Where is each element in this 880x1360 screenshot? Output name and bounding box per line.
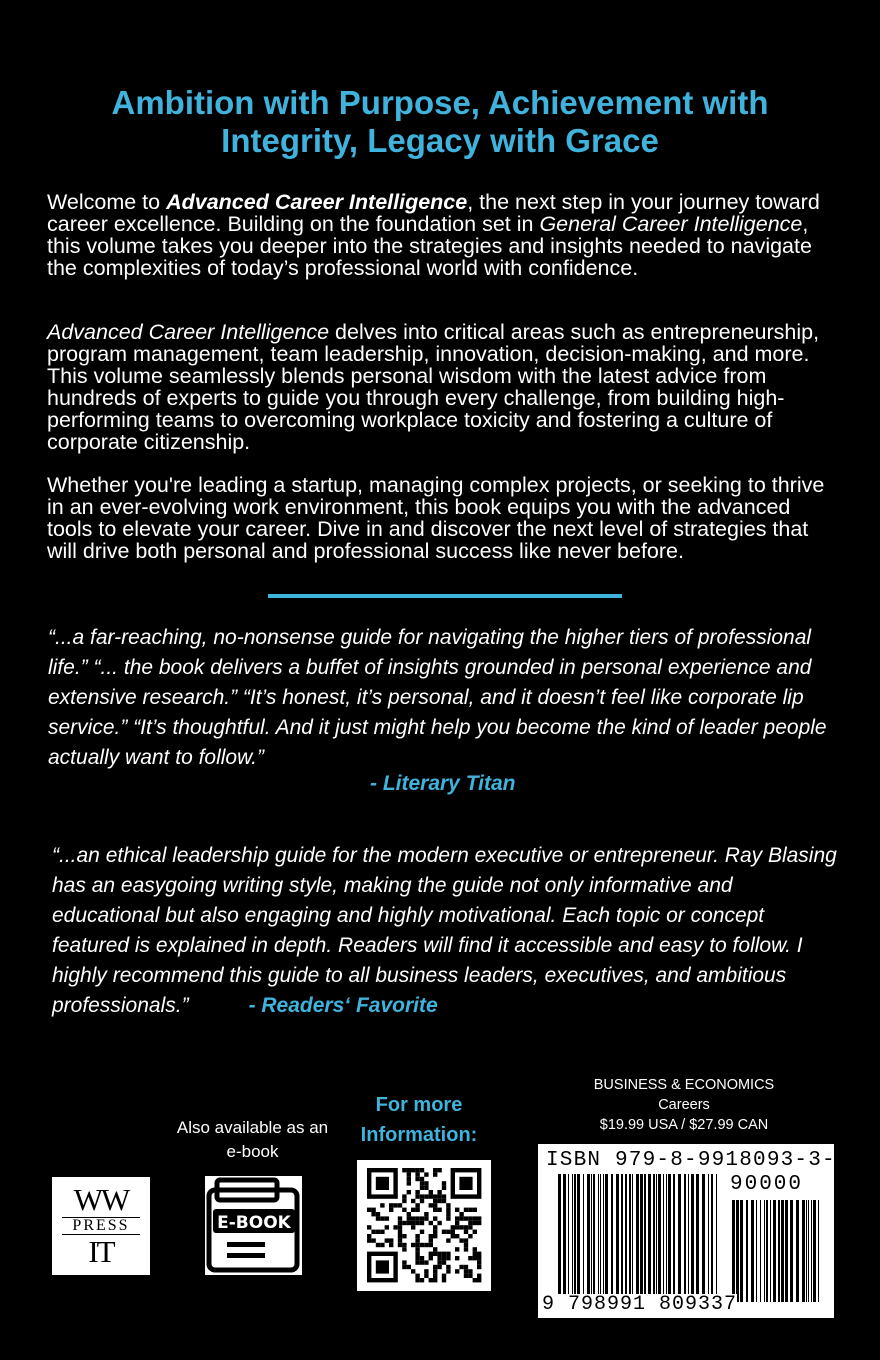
logo-line-3: IT <box>88 1234 114 1269</box>
publisher-logo <box>52 1177 150 1275</box>
text: delves into critical areas such as entrepreneurship, program management, team leadership, innovation, decision-making, and more. This volume seamlessly blends personal wisdom with the latest advice from hundreds of experts to guide you through every challenge, from building high-performing teams to overcoming workplace toxicity and fostering a culture of corporate citizenship. <box>47 320 820 454</box>
review-quote-2 <box>52 841 842 1021</box>
blurb-paragraph-2 <box>47 321 837 453</box>
review-source-2: - Readers‘ Favorite <box>248 994 438 1017</box>
review-text: “...a far-reaching, no-nonsense guide for navigating the higher tiers of professional life.” “... the book delivers a buffet of insights grounded in personal experience and extensive research.” “It’s honest, it’s personal, and it doesn’t feel like corporate lip service.” “It’s thoughtful. And it just might help you become the kind of leader people actually want to follow.” <box>48 626 827 769</box>
logo-line-2: PRESS <box>62 1217 140 1235</box>
category-block <box>560 1075 808 1135</box>
qr-code[interactable] <box>357 1160 491 1291</box>
logo-line-1: WW <box>73 1182 129 1217</box>
ebook-label: E-BOOK <box>217 1213 291 1233</box>
more-info-label: For more Information: <box>360 1094 478 1146</box>
prev-book-title: General Career Intelligence <box>539 212 803 236</box>
barcode-number: 9 798991 809337 <box>542 1293 738 1316</box>
blurb-paragraph-1 <box>47 191 837 279</box>
divider <box>268 594 622 598</box>
price-code: 90000 <box>730 1173 804 1196</box>
ebook-icon <box>205 1176 302 1275</box>
price: $19.99 USA / $27.99 CAN <box>599 1117 769 1133</box>
isbn-barcode <box>538 1144 850 1318</box>
ebook-availability-note: Also available as an e-book <box>176 1118 329 1161</box>
blurb-paragraph-3: Whether you're leading a startup, managing complex projects, or seeking to thrive in an ever-evolving work environment, this book equips you with the advanced tools to elevate your career. Dive in and discover the next level of strategies that will drive both personal and professional success like never before. <box>47 473 825 563</box>
text: , this volume takes you deeper into the strategies and insights needed to navigate the complexities of today’s professional world with confidence. <box>47 212 812 280</box>
review-text: “...an ethical leadership guide for the modern executive or entrepreneur. Ray Blasing has an easygoing writing style, making the guide not only informative and educational but also engaging and highly motivational. Each topic or concept featured is explained in depth. Readers will find it accessible and easy to follow. I highly recommend this guide to all business leaders, executives, and ambitious professionals.” <box>52 844 837 1017</box>
book-title: Advanced Career Intelligence <box>166 190 468 214</box>
text: , the next step in your journey toward career excellence. Building on the foundation set in <box>47 190 820 236</box>
text: Welcome to <box>47 190 167 214</box>
category: BUSINESS & ECONOMICS <box>593 1077 775 1093</box>
book-title: Advanced Career Intelligence <box>47 320 330 344</box>
review-source-1: - Literary Titan <box>370 772 516 795</box>
back-cover-title: Ambition with Purpose, Achievement with Integrity, Legacy with Grace <box>111 84 769 159</box>
subcategory: Careers <box>658 1097 710 1113</box>
review-quote-1 <box>48 623 838 773</box>
isbn-text: ISBN 979-8-9918093-3-7 <box>546 1149 850 1172</box>
